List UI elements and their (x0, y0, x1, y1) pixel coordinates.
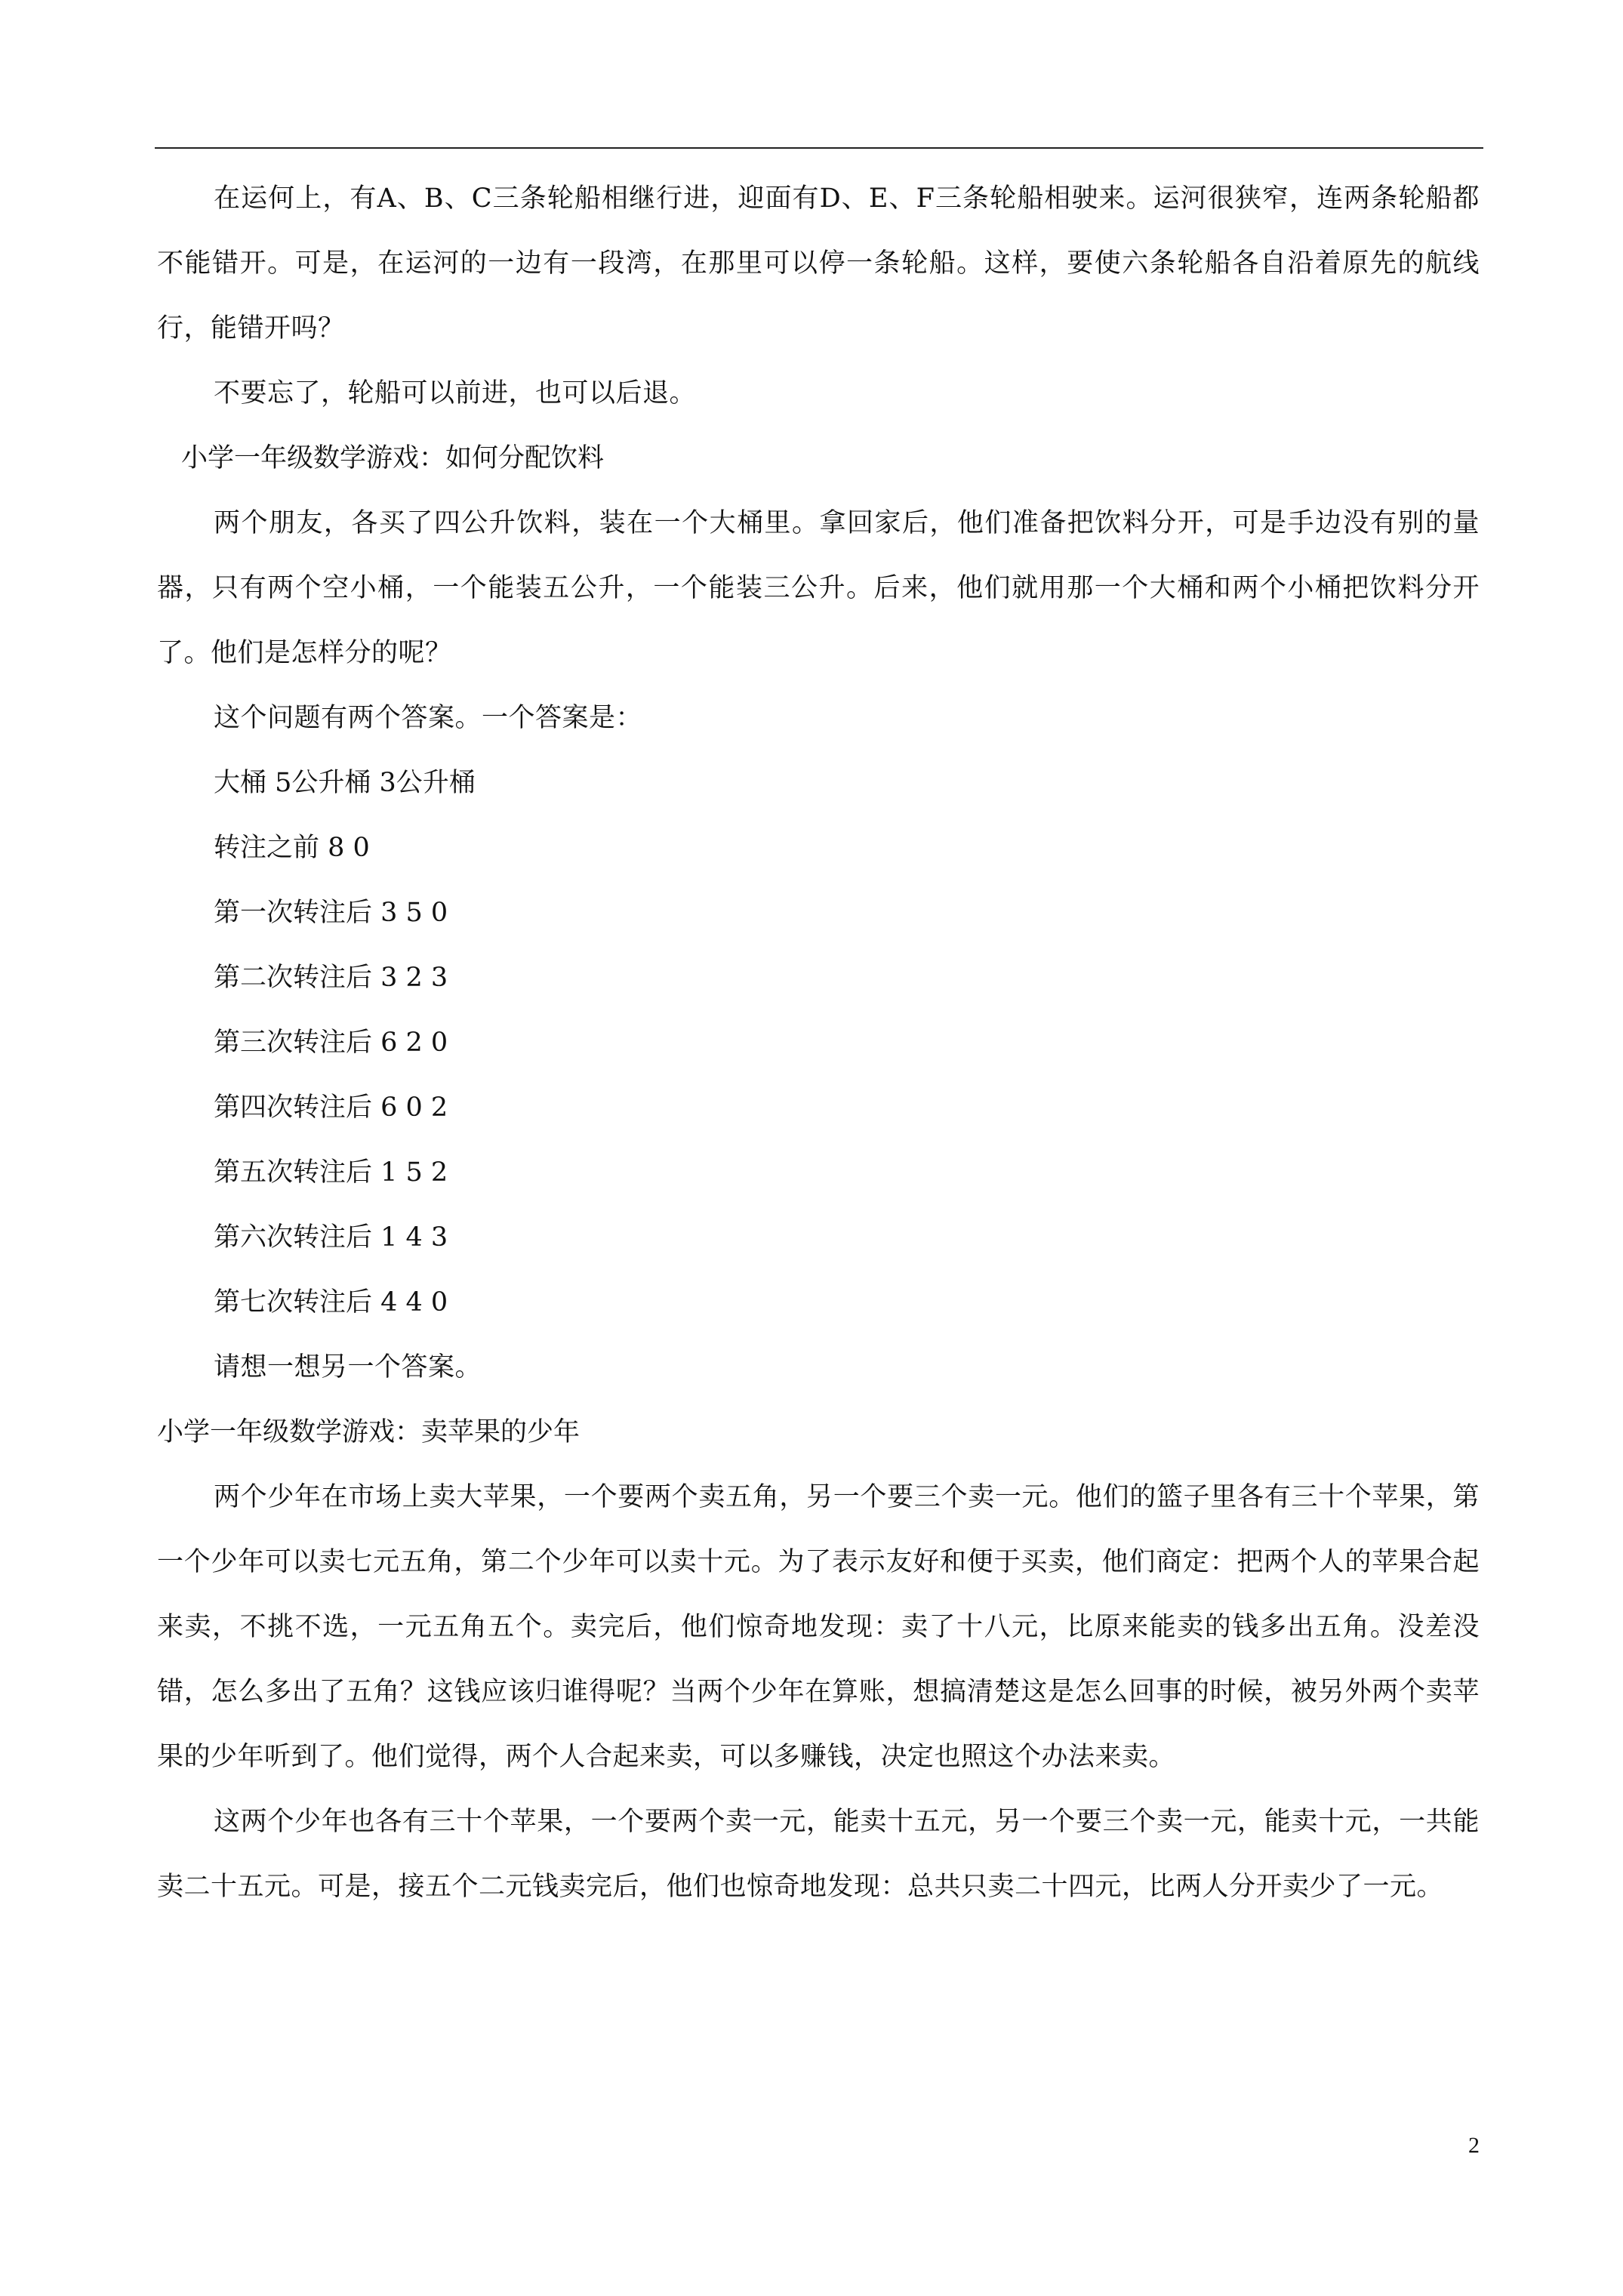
heading-apple-sellers: 小学一年级数学游戏：卖苹果的少年 (157, 1417, 581, 1447)
transfer-table-row: 第二次转注后 3 2 3 (214, 963, 448, 993)
transfer-table-row: 第三次转注后 6 2 0 (214, 1028, 448, 1058)
paragraph-apple-story: 两个少年在市场上卖大苹果，一个要两个卖五角，另一个要三个卖一元。他们的篮子里各有三十个苹果，第一个少年可以卖七元五角，第二个少年可以卖十元。为了表示友好和便于买卖，他们商定：把两个人的苹果合起来卖，不挑不选，一元五角五个。卖完后，他们惊奇地发现：卖了十八元，比原来能卖的钱多出五角。没差没错，怎么多出了五角？这钱应该归谁得呢？当两个少年在算账，想搞清楚这是怎么回事的时候，被另外两个卖苹果的少年听到了。他们觉得，两个人合起来卖，可以多赚钱，决定也照这个办法来卖。 (157, 1482, 1480, 1772)
transfer-table-row: 第七次转注后 4 4 0 (214, 1287, 448, 1318)
paragraph-canal-ships: 在运何上，有A、B、C三条轮船相继行进，迎面有D、E、F三条轮船相驶来。运河很狭窄，连两条轮船都不能错开。可是，在运河的一边有一段湾，在那里可以停一条轮船。这样，要使六条轮船各自沿着原先的航线行，能错开吗？ (157, 183, 1480, 344)
header-rule (155, 147, 1483, 149)
document-body (157, 166, 1480, 1919)
transfer-table-row: 第五次转注后 1 5 2 (214, 1157, 448, 1188)
transfer-table-row: 转注之前 8 0 (214, 833, 370, 863)
heading-drink-distribution: 小学一年级数学游戏：如何分配饮料 (181, 443, 605, 473)
paragraph-ship-hint: 不要忘了，轮船可以前进，也可以后退。 (214, 378, 697, 408)
paragraph-apple-followup: 这两个少年也各有三十个苹果，一个要两个卖一元，能卖十五元，另一个要三个卖一元，能卖十元，一共能卖二十五元。可是，接五个二元钱卖完后，他们也惊奇地发现：总共只卖二十四元，比两人分开卖少了一元。 (157, 1807, 1480, 1902)
transfer-table-row: 大桶 5公升桶 3公升桶 (214, 768, 476, 798)
paragraph-think-another: 请想一想另一个答案。 (214, 1352, 482, 1382)
paragraph-drink-problem: 两个朋友，各买了四公升饮料，装在一个大桶里。拿回家后，他们准备把饮料分开，可是手边没有别的量器，只有两个空小桶，一个能装五公升，一个能装三公升。后来，他们就用那一个大桶和两个小桶把饮料分开了。他们是怎样分的呢？ (157, 508, 1480, 668)
paragraph-answer-intro: 这个问题有两个答案。一个答案是： (214, 703, 643, 733)
page-number: 2 (1468, 2133, 1480, 2158)
transfer-table-row: 第六次转注后 1 4 3 (214, 1222, 448, 1253)
transfer-table (157, 750, 1480, 1335)
transfer-table-row: 第四次转注后 6 0 2 (214, 1093, 448, 1123)
transfer-table-row: 第一次转注后 3 5 0 (214, 898, 448, 928)
